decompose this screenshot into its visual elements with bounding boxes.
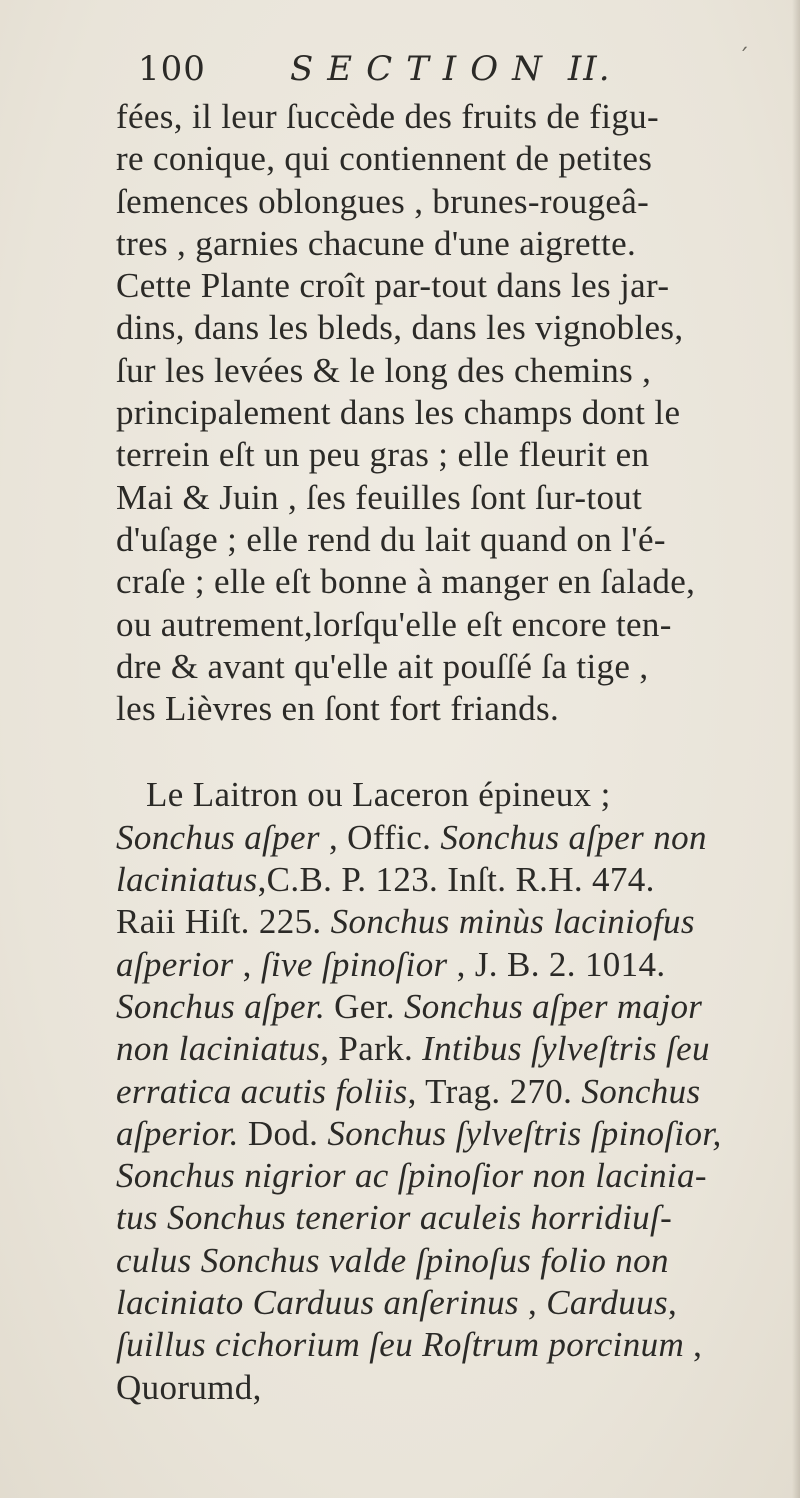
text-line: craſe ; elle eſt bonne à manger en ſalade, (116, 562, 696, 602)
species-name: ſive ſpinoſior (260, 944, 448, 984)
species-name: tus Sonchus tenerior aculeis horridiuſ- (116, 1198, 673, 1238)
text-line (116, 944, 782, 986)
reference-text: Dod. (238, 1113, 328, 1153)
reference-text: , J. B. 2. 1014. (447, 944, 666, 984)
species-name: Carduus (546, 1283, 668, 1323)
species-name: laciniato Carduus anſerinus (116, 1283, 519, 1323)
species-name: erratica acutis foliis (116, 1071, 408, 1111)
species-name: Sonchus ſylveſtris ſpinoſior, (327, 1113, 722, 1153)
species-name: culus Sonchus valde ſpinoſus folio non (116, 1240, 669, 1280)
text-line (116, 1324, 782, 1366)
text-line: fées, il leur ſuccède des fruits de figu- (116, 97, 660, 136)
text-line: re conique, qui contiennent de petites (116, 139, 653, 179)
text-line: d'uſage ; elle rend du lait quand on l'é- (116, 519, 666, 559)
text-line (116, 901, 782, 943)
page-header (138, 46, 778, 92)
text-line: principalement dans les champs dont le (116, 393, 681, 433)
species-name: Sonchus aſper (116, 817, 320, 857)
species-name: Sonchus (581, 1071, 701, 1111)
page-edge-shadow (792, 0, 800, 1498)
paragraph-2 (116, 774, 782, 1408)
text-line: tres , garnies chacune d'une aigrette. (116, 223, 637, 263)
reference-text: , Trag. 270. (407, 1071, 582, 1111)
body-text (116, 96, 782, 1409)
reference-text: , (233, 944, 261, 984)
text-line: les Lièvres en ſont fort friands. (116, 689, 560, 729)
reference-text: Raii Hiſt. 225. (116, 902, 331, 942)
species-name: aſperior (116, 944, 234, 984)
text-line: Mai & Juin , ſes feuilles ſont ſur-tout (116, 477, 643, 517)
running-title-number: II. (567, 49, 612, 89)
reference-text: Ger. (325, 986, 404, 1026)
text-line: terrein eſt un peu gras ; elle fleurit en (116, 435, 650, 475)
text-line (116, 1071, 782, 1113)
species-name: Intibus ſylveſtris ſeu (422, 1029, 710, 1069)
reference-text: ,C.B. P. 123. Inſt. R.H. 474. (257, 860, 655, 900)
text-line (116, 986, 782, 1028)
species-name: Sonchus aſper. (116, 986, 326, 1026)
species-name: aſperior. (116, 1113, 239, 1153)
reference-text: , (684, 1325, 703, 1365)
line-text: Le Laitron ou Laceron épineux ; (146, 775, 611, 815)
species-name: non laciniatus (116, 1029, 321, 1069)
text-line (116, 859, 782, 901)
text-line (116, 1113, 782, 1155)
reference-text: , Offic. (319, 817, 441, 857)
species-name: laciniatus (116, 860, 258, 900)
reference-text: , Park. (320, 1029, 423, 1069)
species-name: Sonchus aſper non (440, 817, 707, 857)
page-number: 100 (138, 49, 206, 89)
running-title (290, 46, 612, 92)
species-name: Sonchus minùs laciniofus (330, 902, 695, 942)
text-line: ſemences oblongues , brunes-rougeâ- (116, 181, 650, 221)
corner-mark: ´ (738, 46, 749, 71)
species-name: ſuillus cichorium ſeu Roſtrum porcinum (116, 1325, 685, 1365)
text-line (116, 1155, 782, 1197)
text-line: dins, dans les bleds, dans les vignobles, (116, 308, 684, 348)
text-line (116, 1197, 782, 1239)
paragraph-1 (116, 96, 782, 730)
species-name: Sonchus aſper major (403, 986, 703, 1026)
text-line (116, 1282, 782, 1324)
text-line (116, 774, 782, 816)
text-line: dre & avant qu'elle ait pouſſé ſa tige , (116, 646, 649, 686)
catchword: Quorumd, (116, 1367, 262, 1407)
text-line: Cette Plante croît par-tout dans les jar- (116, 266, 670, 306)
catchword-line (116, 1367, 782, 1409)
text-line (116, 1240, 782, 1282)
reference-text: , (518, 1283, 547, 1323)
text-line (116, 817, 782, 859)
text-line: ſur les levées & le long des chemins , (116, 350, 652, 390)
paragraph-gap (116, 730, 782, 774)
running-title-word: SECTION (290, 49, 556, 89)
text-line (116, 1028, 782, 1070)
text-line: ou autrement,lorſqu'elle eſt encore ten- (116, 604, 672, 644)
reference-text: , (667, 1283, 678, 1323)
species-name: Sonchus nigrior ac ſpinoſior non lacinia- (116, 1156, 707, 1196)
